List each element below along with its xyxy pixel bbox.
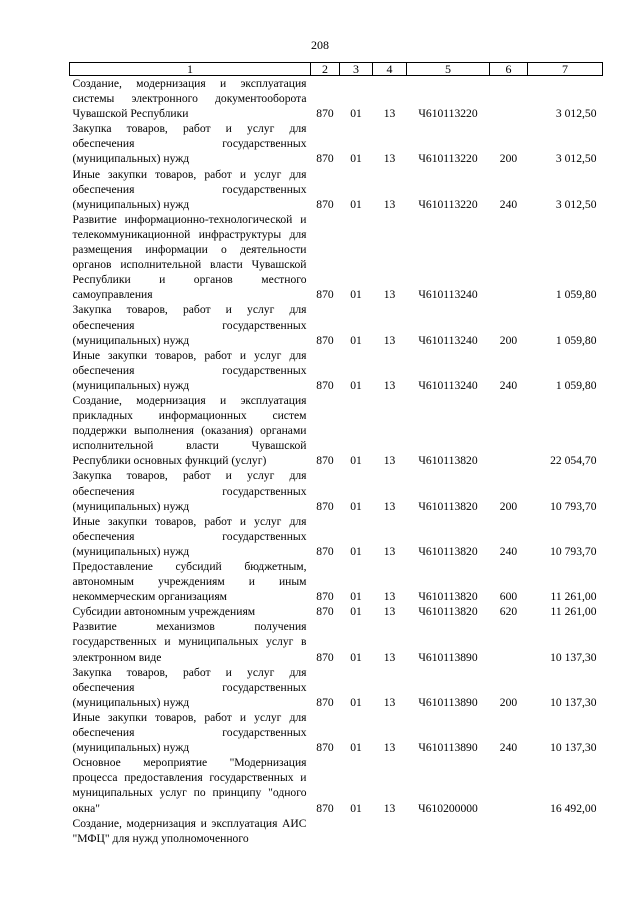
table-row [70,121,603,166]
header-col-2: 2 [311,63,340,76]
row-description: Закупка товаров, работ и услуг для обеспечения государственных (муниципальных) нужд [72,469,307,513]
row-description: Создание, модернизация и эксплуатация прикладных информационных систем поддержки выполнения (оказания) органами исполнительной власти Чувашской Республики основных функций (услуг) [72,393,307,468]
table-row [70,619,603,664]
row-description: Создание, модернизация и эксплуатация системы электронного документооборота Чувашской Республики [72,77,307,121]
row-type: 240 [499,378,518,392]
row-col-4: 13 [383,695,396,709]
row-amount: 10 793,70 [550,544,597,558]
row-col-4: 13 [383,107,396,121]
row-amount: 1 059,80 [555,333,597,347]
row-type: 240 [499,544,518,558]
row-code: Ч610113240 [418,288,478,302]
row-col-3: 01 [350,197,362,211]
row-col-3: 01 [350,499,362,513]
row-col-2: 870 [316,544,334,558]
table-row [70,514,603,559]
row-description: Развитие информационно-технологической и телекоммуникационной инфраструктуры для размещения информации о деятельности органов исполнительной власти Чувашской Республики и органов местного самоуправления [72,212,307,302]
row-col-4: 13 [383,333,396,347]
row-code: Ч610113220 [418,197,478,211]
row-amount: 1 059,80 [555,288,597,302]
row-description: Развитие механизмов получения государственных и муниципальных услуг в электронном виде [72,620,307,664]
row-code: Ч610113820 [418,590,478,604]
row-col-2: 870 [316,605,334,619]
row-amount: 3 012,50 [555,107,597,121]
row-amount: 10 137,30 [550,695,597,709]
row-description: Закупка товаров, работ и услуг для обеспечения государственных (муниципальных) нужд [72,665,307,709]
header-col-3: 3 [340,63,373,76]
row-col-4: 13 [383,605,396,619]
header-col-1: 1 [70,63,311,76]
row-amount: 3 012,50 [555,197,597,211]
row-code: Ч610113240 [418,333,478,347]
row-amount [528,816,603,846]
row-amount: 16 492,00 [550,801,597,815]
row-type: 200 [499,499,518,513]
row-type: 200 [499,333,518,347]
table-row [70,167,603,212]
table-row [70,665,603,710]
row-col-4: 13 [383,499,396,513]
table-row [70,393,603,468]
row-col-4: 13 [383,544,396,558]
row-type [490,76,528,122]
row-amount: 10 793,70 [550,499,597,513]
row-col-2: 870 [316,590,334,604]
row-description: Создание, модернизация и эксплуатация АИС "МФЦ" для нужд уполномоченного [72,816,307,845]
row-col-2: 870 [316,741,334,755]
row-col-3: 01 [350,650,362,664]
row-col-2: 870 [316,197,334,211]
table-row [70,710,603,755]
row-code: Ч610113890 [418,741,478,755]
header-col-5: 5 [407,63,490,76]
row-code: Ч610113890 [418,695,478,709]
table-row [70,604,603,619]
row-code: Ч610113220 [418,107,478,121]
page-number: 208 [311,38,329,52]
table-row [70,302,603,347]
row-code: Ч610113820 [418,544,478,558]
row-amount: 1 059,80 [555,378,597,392]
row-code: Ч610113890 [418,650,478,664]
row-col-3: 01 [350,288,362,302]
table-row [70,559,603,604]
row-col-4: 13 [383,288,396,302]
table-row [70,755,603,815]
row-code: Ч610113820 [418,605,478,619]
row-col-3: 01 [350,590,362,604]
row-col-4: 13 [383,650,396,664]
row-description: Иные закупки товаров, работ и услуг для обеспечения государственных (муниципальных) нужд [72,167,307,211]
row-description: Иные закупки товаров, работ и услуг для обеспечения государственных (муниципальных) нужд [72,348,307,392]
row-col-3: 01 [350,333,362,347]
header-col-4: 4 [373,63,407,76]
row-col-3: 01 [350,378,362,392]
row-code: Ч610113820 [418,499,478,513]
row-col-3 [340,816,373,846]
row-col-2: 870 [316,333,334,347]
row-type [490,755,528,815]
row-amount: 10 137,30 [550,650,597,664]
row-type: 620 [499,605,518,619]
row-col-3: 01 [350,107,362,121]
row-amount: 11 261,00 [550,605,597,619]
table-row [70,348,603,393]
row-amount: 22 054,70 [550,454,597,468]
row-description: Закупка товаров, работ и услуг для обеспечения государственных (муниципальных) нужд [72,303,307,347]
row-col-2 [311,816,340,846]
row-col-2: 870 [316,288,334,302]
row-description: Закупка товаров, работ и услуг для обеспечения государственных (муниципальных) нужд [72,122,307,166]
row-col-3: 01 [350,152,362,166]
row-col-3: 01 [350,801,362,815]
table-row [70,76,603,122]
row-type: 600 [499,590,518,604]
row-col-2: 870 [316,378,334,392]
row-col-3: 01 [350,605,362,619]
row-col-3: 01 [350,544,362,558]
row-type [490,619,528,664]
header-col-7: 7 [528,63,603,76]
row-col-3: 01 [350,741,362,755]
row-col-3: 01 [350,454,362,468]
row-col-2: 870 [316,152,334,166]
row-col-2: 870 [316,650,334,664]
row-type [490,816,528,846]
row-col-4: 13 [383,741,396,755]
budget-table [69,62,603,846]
header-col-6: 6 [490,63,528,76]
row-description: Основное мероприятие "Модернизация процесса предоставления государственных и муниципальных услуг по принципу "одного окна" [72,756,307,815]
table-row [70,468,603,513]
row-col-4: 13 [383,378,396,392]
row-code: Ч610113220 [418,152,478,166]
row-col-4 [373,816,407,846]
row-col-4: 13 [383,801,396,815]
row-type: 240 [499,197,518,211]
table-header-row [70,63,603,76]
row-type: 240 [499,741,518,755]
row-description: Иные закупки товаров, работ и услуг для обеспечения государственных (муниципальных) нужд [72,514,307,558]
table-row [70,212,603,303]
table-row [70,816,603,846]
row-type [490,393,528,468]
row-description: Иные закупки товаров, работ и услуг для обеспечения государственных (муниципальных) нужд [72,710,307,755]
row-col-2: 870 [316,499,334,513]
row-description: Субсидии автономным учреждениям [72,605,256,619]
row-col-4: 13 [383,152,396,166]
row-code: Ч610113240 [418,378,478,392]
row-col-2: 870 [316,107,334,121]
row-col-4: 13 [383,197,396,211]
row-col-2: 870 [316,454,334,468]
row-type: 200 [499,695,518,709]
row-type [490,212,528,303]
row-description: Предоставление субсидий бюджетным, автономным учреждениям и иным некоммерческим организациям [72,560,307,604]
row-code [407,816,490,846]
row-col-4: 13 [383,590,396,604]
row-col-2: 870 [316,801,334,815]
row-amount: 3 012,50 [555,152,597,166]
row-code: Ч610200000 [418,801,478,815]
row-amount: 10 137,30 [550,741,597,755]
row-col-3: 01 [350,695,362,709]
row-col-2: 870 [316,695,334,709]
row-col-4: 13 [383,454,396,468]
row-amount: 11 261,00 [550,590,597,604]
row-code: Ч610113820 [418,454,478,468]
row-type: 200 [499,152,518,166]
